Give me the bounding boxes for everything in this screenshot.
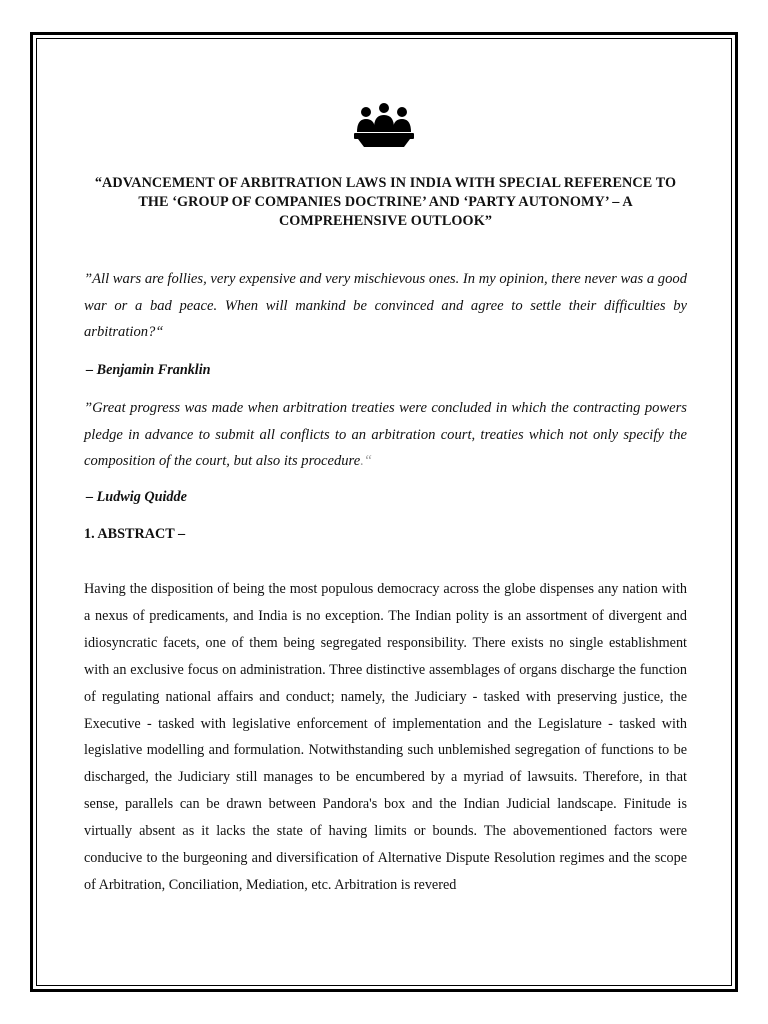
quote-attribution-franklin: – Benjamin Franklin (86, 362, 211, 378)
meeting-group-icon (354, 102, 414, 148)
document-title: “ADVANCEMENT OF ARBITRATION LAWS IN INDIA WITH SPECIAL REFERENCE TO THE ‘GROUP OF COMPANIES DOCTRINE’ AND ‘PARTY AUTONOMY’ – A COMPREHENSIVE OUTLOOK” (94, 175, 677, 229)
quote-franklin: ”All wars are follies, very expensive and very mischievous ones. In my opinion, there never was a good war or a bad peace. When will mankind be convinced and agree to settle their difficulties by arbitration?“ (84, 271, 687, 340)
abstract-paragraph: Having the disposition of being the most populous democracy across the globe dispenses any nation with a nexus of predicaments, and India is no exception. The Indian polity is an assortment of divergent and idiosyncratic facets, one of them being segregated responsibility. There exists no single establishment with an exclusive focus on administration. Three distinctive assemblages of organs discharge the function of regulating national affairs and conduct; namely, the Judiciary - tasked with preserving justice, the Executive - tasked with legislative enforcement of implementation and the Legislature - tasked with legislative modelling and formulation. Notwithstanding such unblemished segregation of functions to be discharged, the Judiciary still manages to be encumbered by a myriad of lawsuits. Therefore, in that sense, parallels can be drawn between Pandora's box and the Indian Judicial landscape. Finitude is virtually absent as it lacks the state of having limits or bounds. The abovementioned factors were conducive to the burgeoning and diversification of Alternative Dispute Resolution regimes and the scope of Arbitration, Conciliation, Mediation, etc. Arbitration is revered (84, 581, 687, 893)
quote-quidde-text: ”Great progress was made when arbitration treaties were concluded in which the contracting powers pledge in advance to submit all conflicts to an arbitration court, treaties which not only specify the composition of the court, but also its procedure (84, 400, 687, 469)
quote-quidde (84, 395, 687, 475)
quote-attribution-quidde: – Ludwig Quidde (86, 489, 187, 505)
section-heading-abstract: 1. ABSTRACT – (84, 526, 186, 542)
quote-quidde-closing: .“ (360, 453, 372, 469)
